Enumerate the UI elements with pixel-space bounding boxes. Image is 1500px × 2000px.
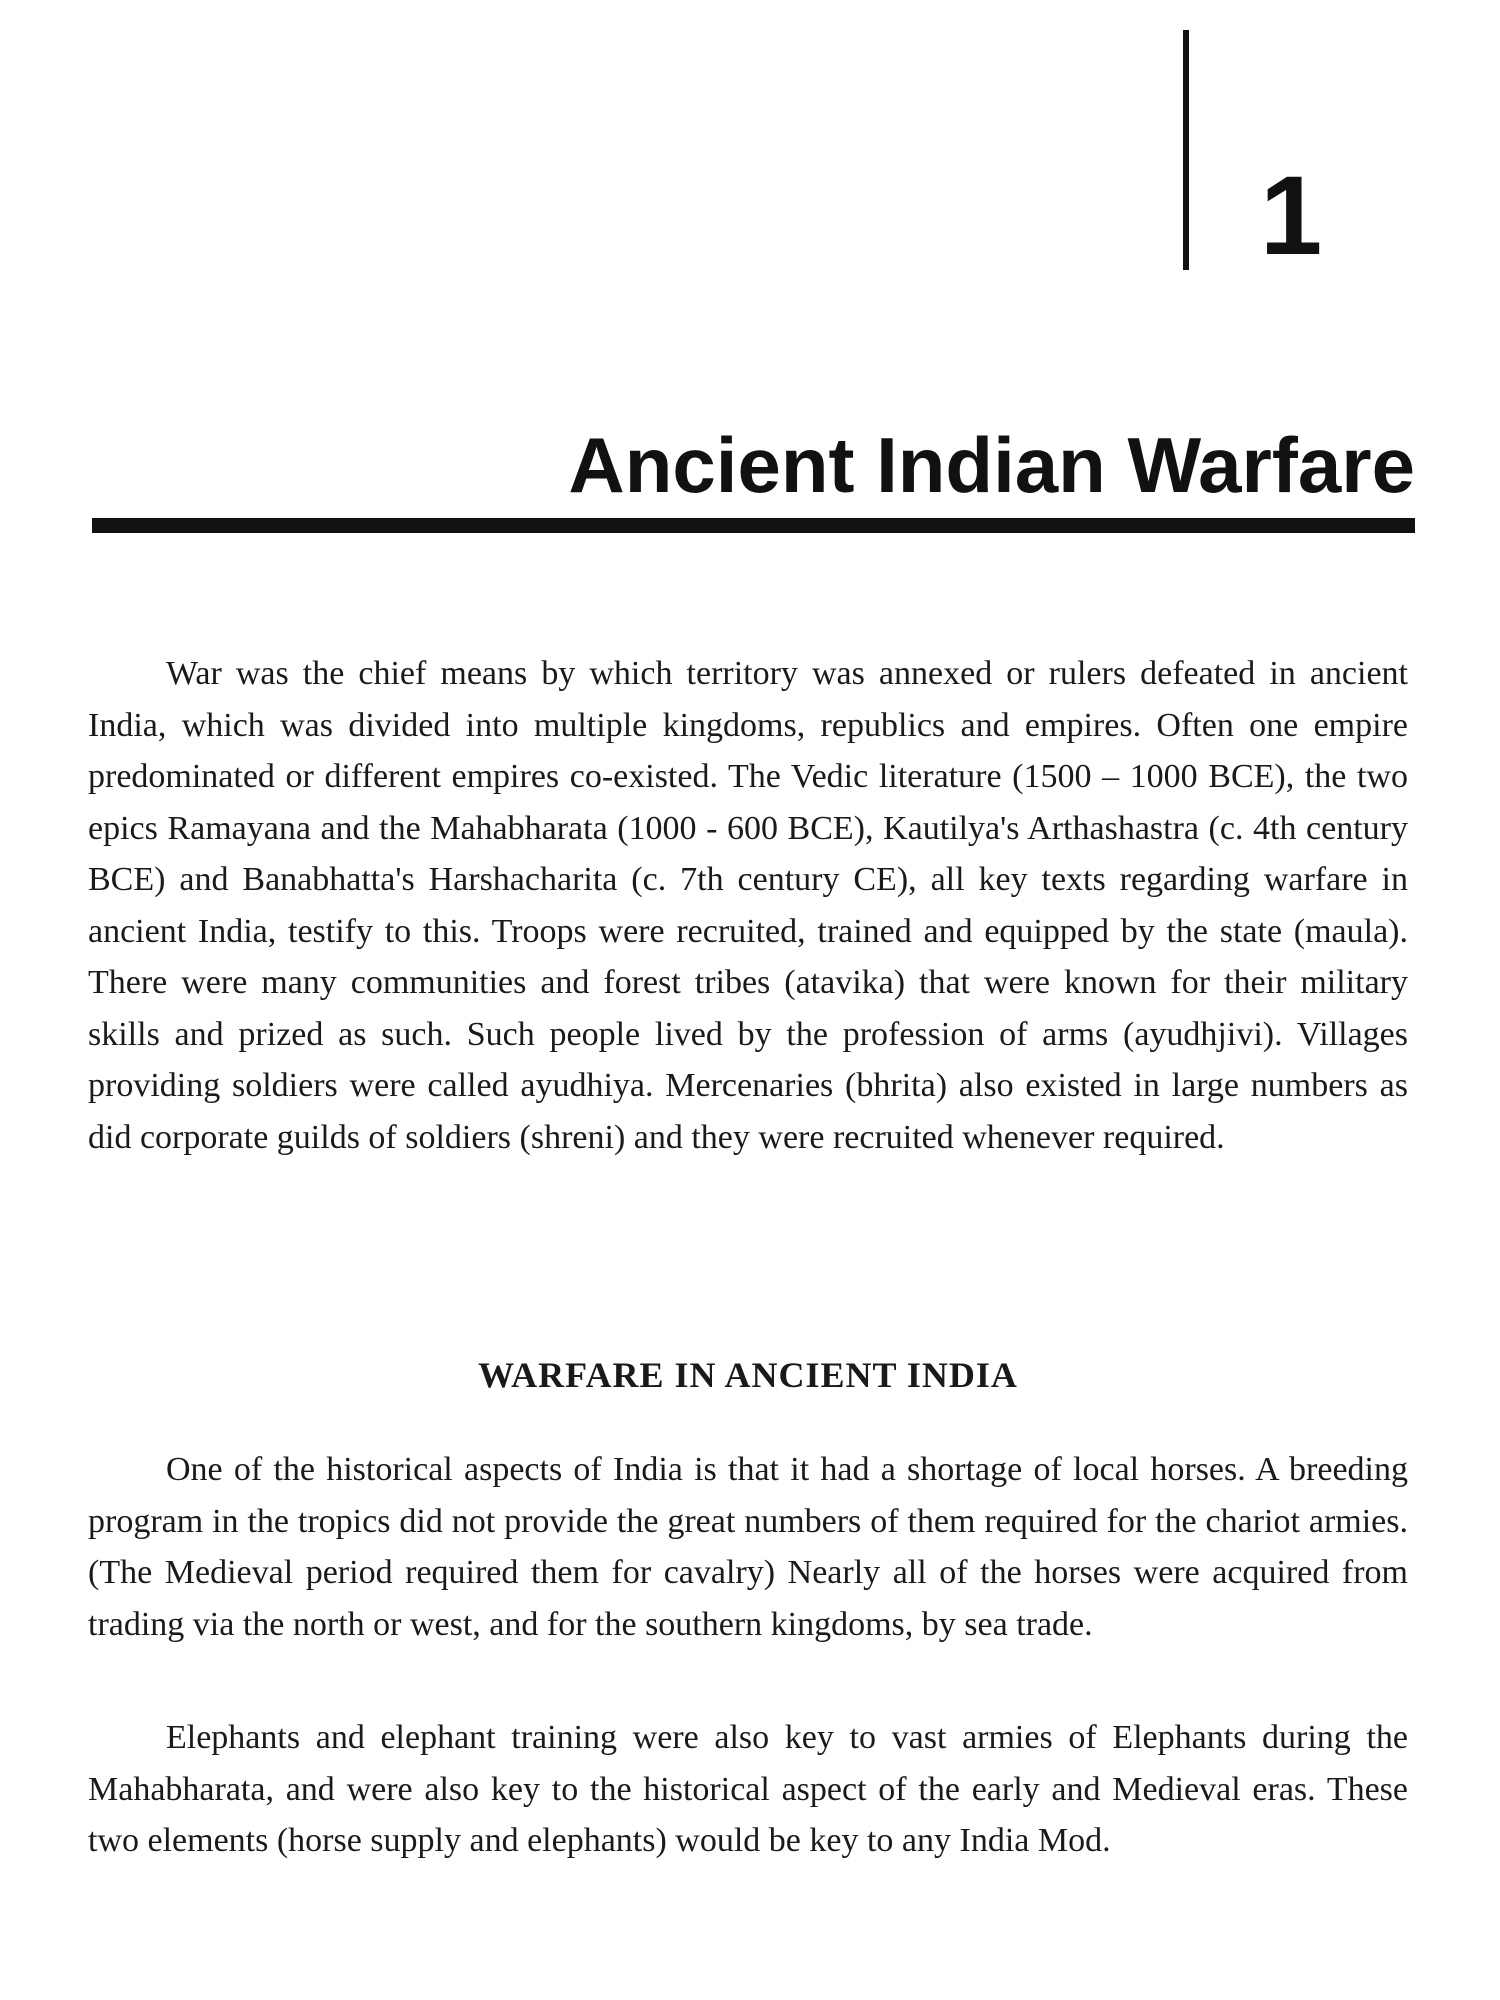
title-underline-rule: [92, 518, 1415, 533]
intro-paragraph: War was the chief means by which territory was annexed or rulers defeated in ancient India, which was divided into multiple kingdoms, republics and empires. Often one empire predominated or different empires co-existed. The Vedic literature (1500 – 1000 BCE), the two epics Ramayana and the Mahabharata (1000 - 600 BCE), Kautilya's Arthashastra (c. 4th century BCE) and Banabhatta's Harshacharita (c. 7th century CE), all key texts regarding warfare in ancient India, testify to this. Troops were recruited, trained and equipped by the state (maula). There were many communities and forest tribes (atavika) that were known for their military skills and prized as such. Such people lived by the profession of arms (ayudhjivi). Villages providing soldiers were called ayudhiya. Mercenaries (bhrita) also existed in large numbers as did corporate guilds of soldiers (shreni) and they were recruited whenever required.: [88, 655, 1408, 1156]
elephants-paragraph: Elephants and elephant training were also key to vast armies of Elephants during the Mahabharata, and were also key to the historical aspect of the early and Medieval eras. These two elements (horse supply and elephants) would be key to any India Mod.: [88, 1719, 1408, 1859]
chapter-number: 1: [1260, 153, 1323, 278]
horses-paragraph: One of the historical aspects of India is that it had a shortage of local horses. A breeding program in the tropics did not provide the great numbers of them required for the chariot armies. (The Medieval period required them for cavalry) Nearly all of the horses were acquired from trading via the north or west, and for the southern kingdoms, by sea trade.: [88, 1451, 1408, 1643]
chapter-number-divider: [1183, 30, 1189, 270]
chapter-title: Ancient Indian Warfare: [568, 421, 1415, 509]
section-heading: WARFARE IN ANCIENT INDIA: [478, 1355, 1018, 1395]
